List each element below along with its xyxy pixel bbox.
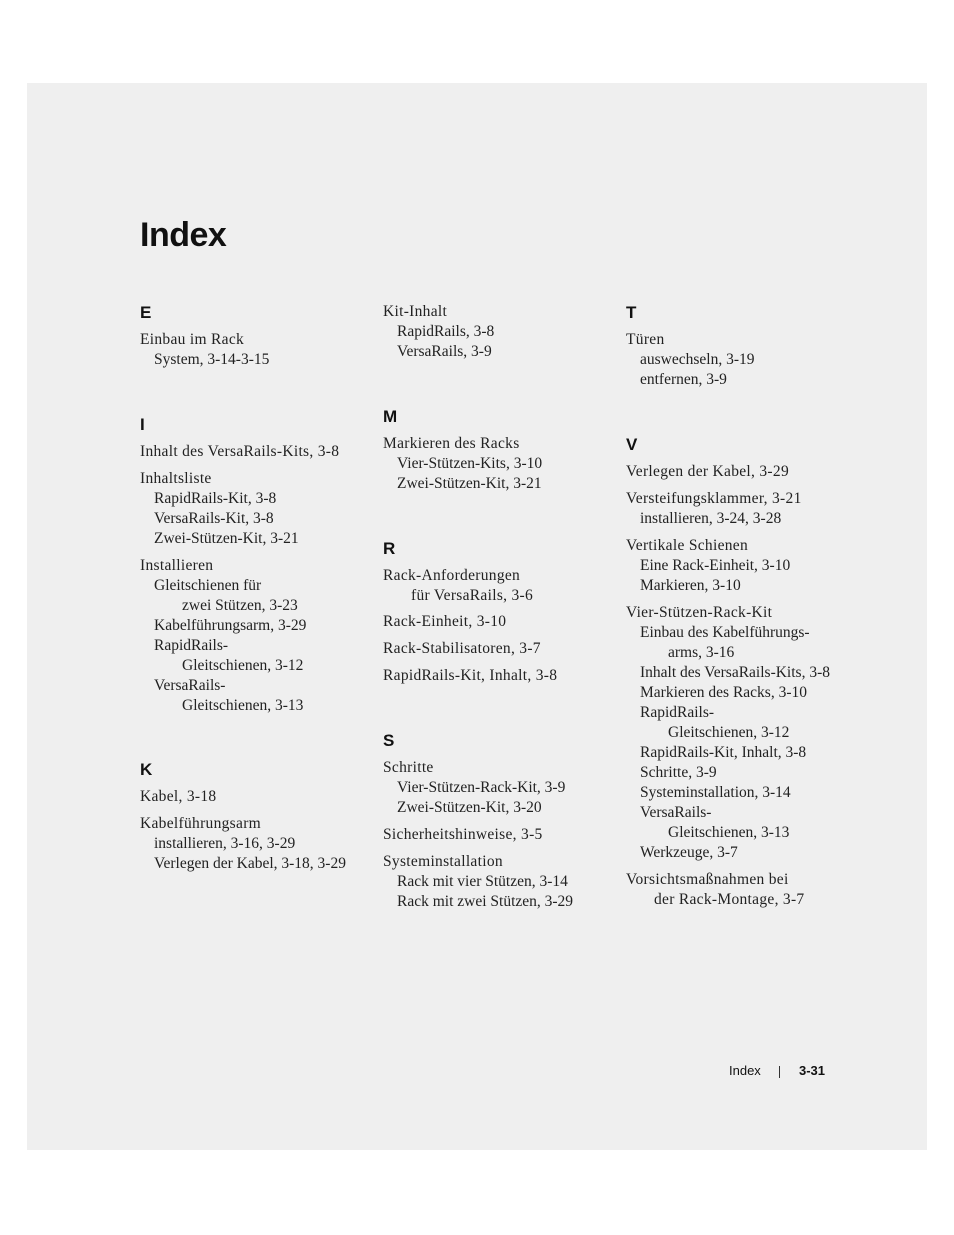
index-subentry <box>626 663 856 683</box>
index-subentry <box>626 623 856 662</box>
index-subentry <box>626 763 856 783</box>
index-subentry-text: Zwei-Stützen-Kit, 3-21 <box>397 475 542 492</box>
index-entry <box>383 639 613 659</box>
index-entry <box>626 870 856 909</box>
index-entry <box>140 469 370 549</box>
index-subentry-text: Systeminstallation, 3-14 <box>640 784 791 801</box>
index-letter-heading: R <box>383 539 396 558</box>
index-subentry <box>626 576 856 596</box>
index-subentry <box>140 576 370 615</box>
index-letter-heading: V <box>626 435 638 454</box>
index-subentry-text: VersaRails, 3-9 <box>397 343 492 360</box>
index-subentry-text: Kabelführungsarm, 3-29 <box>154 617 307 634</box>
page-number: 3-31 <box>799 1063 826 1078</box>
index-subentry <box>140 636 370 675</box>
index-subentry <box>383 798 613 818</box>
index-subentry <box>383 892 613 912</box>
index-subentry <box>140 509 370 529</box>
index-subentry-text: Rack mit zwei Stützen, 3-29 <box>397 893 574 910</box>
index-entry <box>383 852 613 912</box>
index-term: Systeminstallation <box>383 853 503 870</box>
footer-section-label: Index <box>729 1063 761 1078</box>
index-subentry <box>626 350 856 370</box>
index-subentry-continuation: Gleitschienen, 3-13 <box>182 697 304 714</box>
index-term: Kit-Inhalt <box>383 303 448 320</box>
index-subentry <box>626 509 856 529</box>
index-term: Rack-Anforderungen <box>383 567 521 584</box>
index-subentry-text: Rack mit vier Stützen, 3-14 <box>397 873 568 890</box>
index-subentry-text: RapidRails- <box>640 704 715 721</box>
index-entry <box>626 489 856 529</box>
index-term: Vier-Stützen-Rack-Kit <box>626 604 773 621</box>
index-subentry-text: VersaRails- <box>640 804 712 821</box>
index-subentry <box>626 843 856 863</box>
index-subentry-text: Einbau des Kabelführungs- <box>640 624 810 641</box>
index-subentry <box>383 342 613 362</box>
index-subentry <box>140 676 370 715</box>
index-subentry-text: RapidRails, 3-8 <box>397 323 495 340</box>
index-subentry-text: System, 3-14-3-15 <box>154 351 270 368</box>
index-subentry <box>140 854 370 874</box>
index-term: Vorsichtsmaßnahmen bei <box>626 871 789 888</box>
index-column-1 <box>140 302 370 881</box>
index-subentry <box>140 350 370 370</box>
group-spacer <box>383 693 613 730</box>
index-entry <box>383 566 613 605</box>
index-entry <box>383 612 613 632</box>
index-subentry <box>140 489 370 509</box>
index-term: Kabelführungsarm <box>140 815 262 832</box>
index-entry <box>383 825 613 845</box>
index-term: RapidRails-Kit, Inhalt, 3-8 <box>383 667 558 684</box>
index-subentry <box>626 703 856 742</box>
index-subentry-text: Markieren des Racks, 3-10 <box>640 684 808 701</box>
index-entry <box>626 536 856 596</box>
index-letter-heading: T <box>626 303 637 322</box>
group-spacer <box>383 501 613 538</box>
index-subentry-text: Zwei-Stützen-Kit, 3-20 <box>397 799 542 816</box>
index-subentry-text: entfernen, 3-9 <box>640 371 727 388</box>
group-spacer <box>383 369 613 406</box>
index-letter-heading: M <box>383 407 398 426</box>
index-subentry-continuation: arms, 3-16 <box>668 644 735 661</box>
index-subentry-text: Werkzeuge, 3-7 <box>640 844 738 861</box>
index-column-2 <box>383 302 613 919</box>
index-letter-heading: I <box>140 415 145 434</box>
index-entry <box>383 302 613 362</box>
index-subentry <box>626 556 856 576</box>
index-subentry-text: Vier-Stützen-Kits, 3-10 <box>397 455 543 472</box>
index-letter-heading: E <box>140 303 152 322</box>
index-subentry <box>383 872 613 892</box>
index-entry <box>626 603 856 863</box>
index-subentry <box>626 783 856 803</box>
index-subentry-text: Verlegen der Kabel, 3-18, 3-29 <box>154 855 346 872</box>
index-subentry-text: RapidRails-Kit, Inhalt, 3-8 <box>640 744 807 761</box>
index-subentry-text: RapidRails-Kit, 3-8 <box>154 490 277 507</box>
index-subentry-text: Gleitschienen für <box>154 577 262 594</box>
index-term: Türen <box>626 331 665 348</box>
index-entry <box>383 758 613 818</box>
index-entry <box>140 442 370 462</box>
group-spacer <box>140 377 370 414</box>
index-subentry <box>383 322 613 342</box>
index-subentry-text: Zwei-Stützen-Kit, 3-21 <box>154 530 299 547</box>
index-term: Inhaltsliste <box>140 470 212 487</box>
index-term: Rack-Stabilisatoren, 3-7 <box>383 640 541 657</box>
page-title: Index <box>140 216 227 254</box>
index-subentry <box>626 683 856 703</box>
index-term: Markieren des Racks <box>383 435 520 452</box>
index-subentry-text: Markieren, 3-10 <box>640 577 741 594</box>
index-subentry-text: auswechseln, 3-19 <box>640 351 755 368</box>
index-term: Versteifungsklammer, 3-21 <box>626 490 802 507</box>
index-subentry <box>626 803 856 842</box>
index-term-continuation: der Rack-Montage, 3-7 <box>654 891 805 908</box>
index-entry <box>383 434 613 494</box>
index-subentry-text: Schritte, 3-9 <box>640 764 717 781</box>
index-entry <box>383 666 613 686</box>
index-term: Schritte <box>383 759 434 776</box>
index-term: Sicherheitshinweise, 3-5 <box>383 826 543 843</box>
group-spacer <box>626 397 856 434</box>
index-subentry-text: RapidRails- <box>154 637 229 654</box>
index-subentry-text: VersaRails- <box>154 677 226 694</box>
index-subentry <box>383 474 613 494</box>
index-entry <box>626 462 856 482</box>
index-subentry <box>140 529 370 549</box>
index-subentry-continuation: Gleitschienen, 3-13 <box>668 824 790 841</box>
index-term-continuation: für VersaRails, 3-6 <box>411 587 534 604</box>
index-term: Einbau im Rack <box>140 331 245 348</box>
index-subentry <box>140 616 370 636</box>
index-term: Vertikale Schienen <box>626 537 749 554</box>
index-term: Installieren <box>140 557 214 574</box>
index-subentry-continuation: zwei Stützen, 3-23 <box>182 597 298 614</box>
index-subentry-text: installieren, 3-24, 3-28 <box>640 510 782 527</box>
index-term: Rack-Einheit, 3-10 <box>383 613 507 630</box>
group-spacer <box>140 722 370 759</box>
index-subentry-text: Inhalt des VersaRails-Kits, 3-8 <box>640 664 830 681</box>
index-entry <box>140 814 370 874</box>
index-term: Verlegen der Kabel, 3-29 <box>626 463 789 480</box>
index-entry <box>140 556 370 715</box>
index-entry <box>626 330 856 390</box>
index-subentry <box>383 454 613 474</box>
index-subentry-continuation: Gleitschienen, 3-12 <box>668 724 790 741</box>
index-letter-heading: S <box>383 731 395 750</box>
index-letter-heading: K <box>140 760 153 779</box>
index-entry <box>140 330 370 370</box>
index-entry <box>140 787 370 807</box>
index-subentry-text: installieren, 3-16, 3-29 <box>154 835 296 852</box>
index-term: Inhalt des VersaRails-Kits, 3-8 <box>140 443 340 460</box>
index-subentry <box>383 778 613 798</box>
index-subentry-text: VersaRails-Kit, 3-8 <box>154 510 274 527</box>
index-subentry-text: Vier-Stützen-Rack-Kit, 3-9 <box>397 779 566 796</box>
index-subentry <box>140 834 370 854</box>
index-column-3 <box>626 302 856 916</box>
footer-separator <box>779 1066 780 1078</box>
index-term: Kabel, 3-18 <box>140 788 217 805</box>
index-subentry <box>626 370 856 390</box>
index-subentry-text: Eine Rack-Einheit, 3-10 <box>640 557 791 574</box>
index-subentry-continuation: Gleitschienen, 3-12 <box>182 657 304 674</box>
index-subentry <box>626 743 856 763</box>
